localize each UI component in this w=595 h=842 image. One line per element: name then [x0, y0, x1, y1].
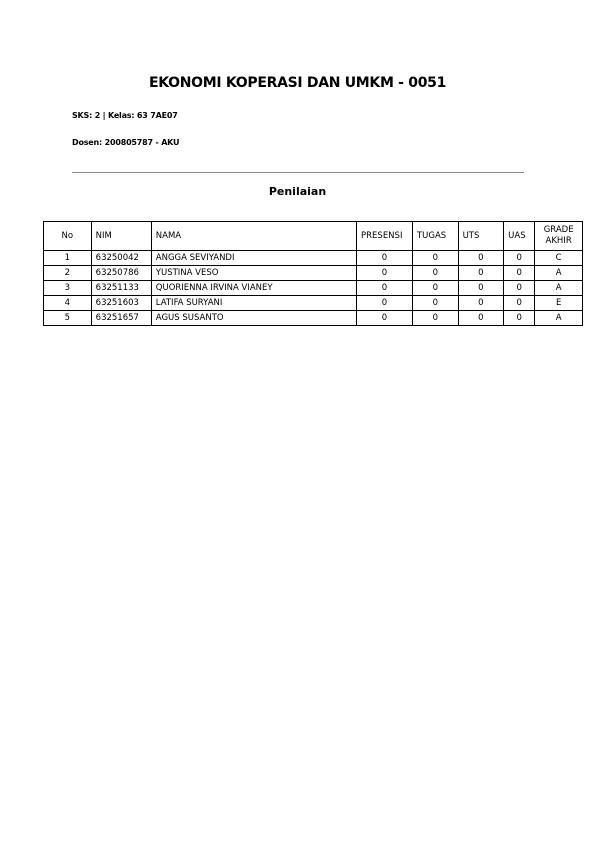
cell-presensi: 0	[357, 266, 413, 281]
grades-table	[43, 221, 583, 326]
cell-no: 3	[44, 281, 92, 296]
cell-uas: 0	[504, 266, 535, 281]
cell-nim: 63251657	[91, 311, 151, 326]
divider	[72, 172, 524, 173]
header-nama: NAMA	[151, 222, 356, 251]
header-uas: UAS	[504, 222, 535, 251]
header-presensi: PRESENSI	[357, 222, 413, 251]
cell-nim: 63251133	[91, 281, 151, 296]
cell-no: 2	[44, 266, 92, 281]
cell-uts: 0	[458, 281, 504, 296]
table-row	[44, 296, 583, 311]
cell-tugas: 0	[412, 251, 458, 266]
cell-uts: 0	[458, 266, 504, 281]
table-row	[44, 251, 583, 266]
header-grade-line2: AKHIR	[545, 236, 572, 246]
cell-presensi: 0	[357, 296, 413, 311]
cell-uas: 0	[504, 251, 535, 266]
cell-uas: 0	[504, 296, 535, 311]
cell-uts: 0	[458, 311, 504, 326]
cell-nama: LATIFA SURYANI	[151, 296, 356, 311]
table-row	[44, 281, 583, 296]
cell-tugas: 0	[412, 296, 458, 311]
cell-grade: A	[535, 311, 583, 326]
cell-nama: ANGGA SEVIYANDI	[151, 251, 356, 266]
cell-no: 5	[44, 311, 92, 326]
cell-uas: 0	[504, 281, 535, 296]
header-grade-akhir	[535, 222, 583, 251]
cell-grade: A	[535, 281, 583, 296]
cell-presensi: 0	[357, 311, 413, 326]
cell-nama: QUORIENNA IRVINA VIANEY	[151, 281, 356, 296]
cell-uas: 0	[504, 311, 535, 326]
cell-presensi: 0	[357, 281, 413, 296]
header-nim: NIM	[91, 222, 151, 251]
cell-nim: 63250042	[91, 251, 151, 266]
cell-tugas: 0	[412, 311, 458, 326]
cell-no: 4	[44, 296, 92, 311]
cell-grade: A	[535, 266, 583, 281]
header-grade-line1: GRADE	[543, 225, 574, 235]
cell-uts: 0	[458, 251, 504, 266]
cell-grade: E	[535, 296, 583, 311]
cell-no: 1	[44, 251, 92, 266]
cell-nim: 63250786	[91, 266, 151, 281]
cell-grade: C	[535, 251, 583, 266]
page-title: EKONOMI KOPERASI DAN UMKM - 0051	[148, 75, 447, 91]
header-tugas: TUGAS	[412, 222, 458, 251]
section-title: Penilaian	[268, 185, 327, 198]
header-no: No	[44, 222, 92, 251]
cell-nim: 63251603	[91, 296, 151, 311]
cell-uts: 0	[458, 296, 504, 311]
cell-nama: YUSTINA VESO	[151, 266, 356, 281]
cell-nama: AGUS SUSANTO	[151, 311, 356, 326]
table-header-row	[44, 222, 583, 251]
cell-tugas: 0	[412, 281, 458, 296]
table-row	[44, 311, 583, 326]
table-row	[44, 266, 583, 281]
sks-class-info: SKS: 2 | Kelas: 63 7AE07	[72, 111, 178, 120]
cell-presensi: 0	[357, 251, 413, 266]
lecturer-info: Dosen: 200805787 - AKU	[72, 138, 180, 147]
cell-tugas: 0	[412, 266, 458, 281]
header-uts: UTS	[458, 222, 504, 251]
